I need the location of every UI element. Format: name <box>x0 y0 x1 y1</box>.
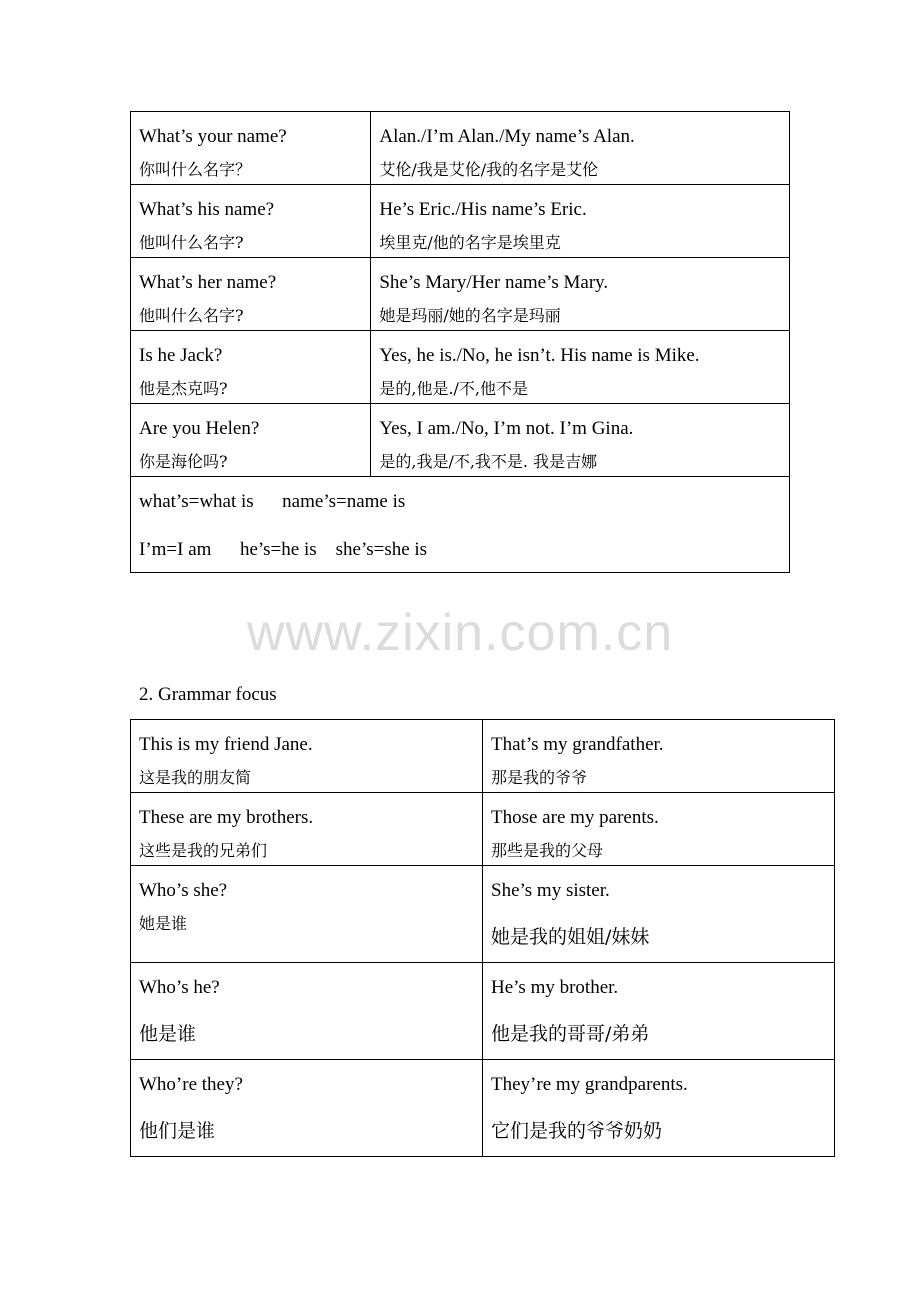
left-cell <box>131 1060 483 1157</box>
question-cell <box>131 404 371 477</box>
table-row <box>131 1060 835 1157</box>
right-cell <box>483 793 835 866</box>
right-en: That’s my grandfather. <box>491 734 664 755</box>
answer-cell <box>371 331 790 404</box>
question-en: What’s your name? <box>139 126 287 147</box>
question-zh: 他叫什么名字? <box>139 306 244 325</box>
left-zh: 他是谁 <box>139 1023 197 1045</box>
right-en: They’re my grandparents. <box>491 1074 688 1095</box>
right-cell <box>483 720 835 793</box>
answer-zh: 艾伦/我是艾伦/我的名字是艾伦 <box>379 160 599 179</box>
question-cell <box>131 331 371 404</box>
table-row <box>131 258 790 331</box>
table-row <box>131 404 790 477</box>
contractions-line-1: what’s=what is name’s=name is <box>139 491 406 512</box>
question-en: Is he Jack? <box>139 345 223 366</box>
left-zh: 她是谁 <box>139 914 188 933</box>
question-zh: 他是杰克吗? <box>139 379 228 398</box>
right-zh: 那些是我的父母 <box>491 841 604 860</box>
name-phrases-table <box>130 111 790 573</box>
answer-zh: 是的,他是./不,他不是 <box>379 379 529 398</box>
table-row <box>131 112 790 185</box>
answer-en: Yes, I am./No, I’m not. I’m Gina. <box>379 418 634 439</box>
table-row <box>131 331 790 404</box>
right-cell <box>483 963 835 1060</box>
answer-cell <box>371 404 790 477</box>
answer-zh: 是的,我是/不,我不是. 我是吉娜 <box>379 452 598 471</box>
left-cell <box>131 720 483 793</box>
table-row <box>131 866 835 963</box>
question-zh: 你是海伦吗? <box>139 452 228 471</box>
question-en: What’s his name? <box>139 199 275 220</box>
left-zh: 这是我的朋友简 <box>139 768 252 787</box>
table-row <box>131 720 835 793</box>
table-row <box>131 793 835 866</box>
answer-en: Alan./I’m Alan./My name’s Alan. <box>379 126 635 147</box>
question-cell <box>131 258 371 331</box>
section-title: 2. Grammar focus <box>139 684 277 705</box>
answer-en: He’s Eric./His name’s Eric. <box>379 199 587 220</box>
left-en: Who’re they? <box>139 1074 243 1095</box>
contractions-row <box>131 477 790 573</box>
right-zh: 那是我的爷爷 <box>491 768 588 787</box>
right-zh: 他是我的哥哥/弟弟 <box>491 1023 650 1045</box>
question-zh: 他叫什么名字? <box>139 233 244 252</box>
answer-en: She’s Mary/Her name’s Mary. <box>379 272 609 293</box>
left-cell <box>131 963 483 1060</box>
left-cell <box>131 866 483 963</box>
contractions-line-2: I’m=I am he’s=he is she’s=she is <box>139 539 428 560</box>
left-en: These are my brothers. <box>139 807 314 828</box>
question-en: What’s her name? <box>139 272 277 293</box>
left-en: This is my friend Jane. <box>139 734 313 755</box>
right-zh: 她是我的姐姐/妹妹 <box>491 926 650 948</box>
answer-zh: 她是玛丽/她的名字是玛丽 <box>379 306 561 325</box>
right-en: She’s my sister. <box>491 880 610 901</box>
left-zh: 他们是谁 <box>139 1120 216 1142</box>
left-en: Who’s she? <box>139 880 228 901</box>
answer-cell <box>371 258 790 331</box>
answer-zh: 埃里克/他的名字是埃里克 <box>379 233 561 252</box>
right-cell <box>483 1060 835 1157</box>
left-cell <box>131 793 483 866</box>
answer-cell <box>371 185 790 258</box>
grammar-focus-table <box>130 719 835 1157</box>
right-en: Those are my parents. <box>491 807 659 828</box>
answer-en: Yes, he is./No, he isn’t. His name is Mike. <box>379 345 700 366</box>
question-cell <box>131 112 371 185</box>
question-en: Are you Helen? <box>139 418 260 439</box>
contractions-cell <box>131 477 790 573</box>
answer-cell <box>371 112 790 185</box>
right-zh: 它们是我的爷爷奶奶 <box>491 1120 663 1142</box>
table-row <box>131 185 790 258</box>
question-zh: 你叫什么名字？ <box>139 160 252 179</box>
left-en: Who’s he? <box>139 977 220 998</box>
watermark: www.zixin.com.cn <box>246 604 674 662</box>
question-cell <box>131 185 371 258</box>
right-en: He’s my brother. <box>491 977 619 998</box>
left-zh: 这些是我的兄弟们 <box>139 841 268 860</box>
table-row <box>131 963 835 1060</box>
right-cell <box>483 866 835 963</box>
